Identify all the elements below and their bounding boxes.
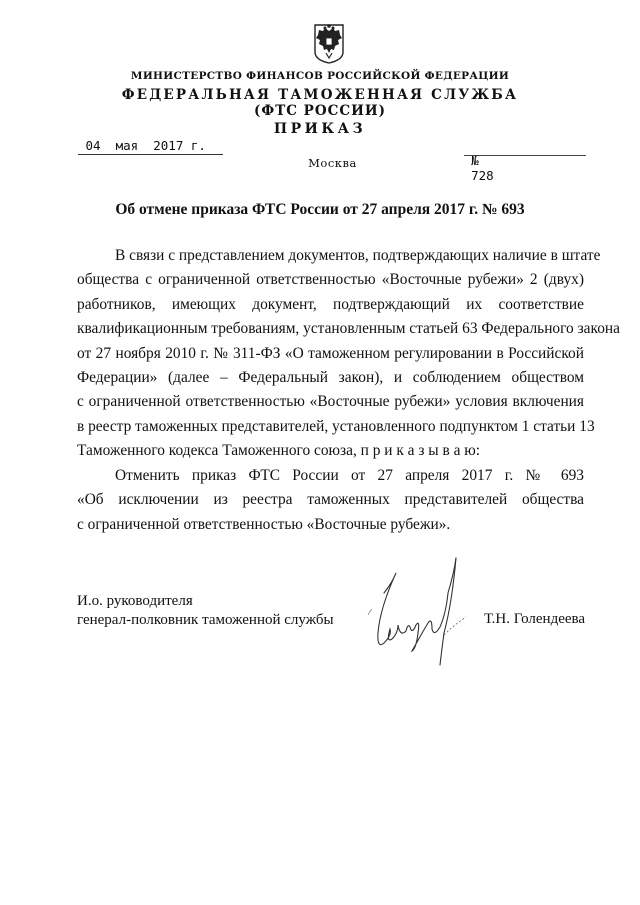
text-line: квалификационным требованиям, установленным статьей 63 Федерального закона [77,320,620,338]
order-number [441,138,586,183]
text-line: Федерации» (далее – Федеральный закон), и соблюдением обществом [77,368,584,386]
service-abbreviation: (ФТС РОССИИ) [254,103,386,119]
position-line-1: И.о. руководителя [77,593,193,609]
signatory-name: Т.Н. Голендеева [484,611,586,627]
text-line: В связи с представлением документов, подтверждающих наличие в штате [115,247,601,264]
text-line: в реестр таможенных представителей, установленного подпунктом 1 статьи 13 [77,417,595,435]
signature-icon [362,553,482,668]
ministry-name: МИНИСТЕРСТВО ФИНАНСОВ РОССИЙСКОЙ ФЕДЕРАЦИИ [130,70,510,82]
paragraph-preamble [77,244,620,464]
text-line: с ограниченной ответственностью «Восточные рубежи». [77,515,451,533]
position-line-2: генерал-полковник таможенной службы [77,612,334,628]
text-line: общества с ограниченной ответственностью «Восточные рубежи» 2 (двух) [77,271,584,289]
city: Москва [308,156,357,170]
paragraph-order [77,464,584,537]
number-label: № [471,153,479,168]
number-value: 728 [471,168,494,183]
signatory-position [77,592,334,630]
order-title: Об отмене приказа ФТС России от 27 апреля 2017 г. № 693 [115,201,525,218]
text-line: от 27 ноября 2010 г. № 311-ФЗ «О таможенном регулировании в Российской [77,344,584,362]
text-line: с ограниченной ответственностью «Восточные рубежи» условия включения [77,393,584,411]
text-line: Таможенного кодекса Таможенного союза, п р и к а з ы в а ю: [77,442,481,460]
text-line: «Об исключении из реестра таможенных представителей общества [77,491,584,509]
order-date: 04 мая 2017 г. [78,138,223,155]
russian-coat-of-arms-icon [312,22,346,64]
service-name: ФЕДЕРАЛЬНАЯ ТАМОЖЕННАЯ СЛУЖБА [121,87,519,103]
text-line: работников, имеющих документ, подтверждающий их соответствие [77,295,584,313]
text-line: Отменить приказ ФТС России от 27 апреля 2017 г. № 693 [115,467,584,484]
document-type: ПРИКАЗ [273,121,367,137]
